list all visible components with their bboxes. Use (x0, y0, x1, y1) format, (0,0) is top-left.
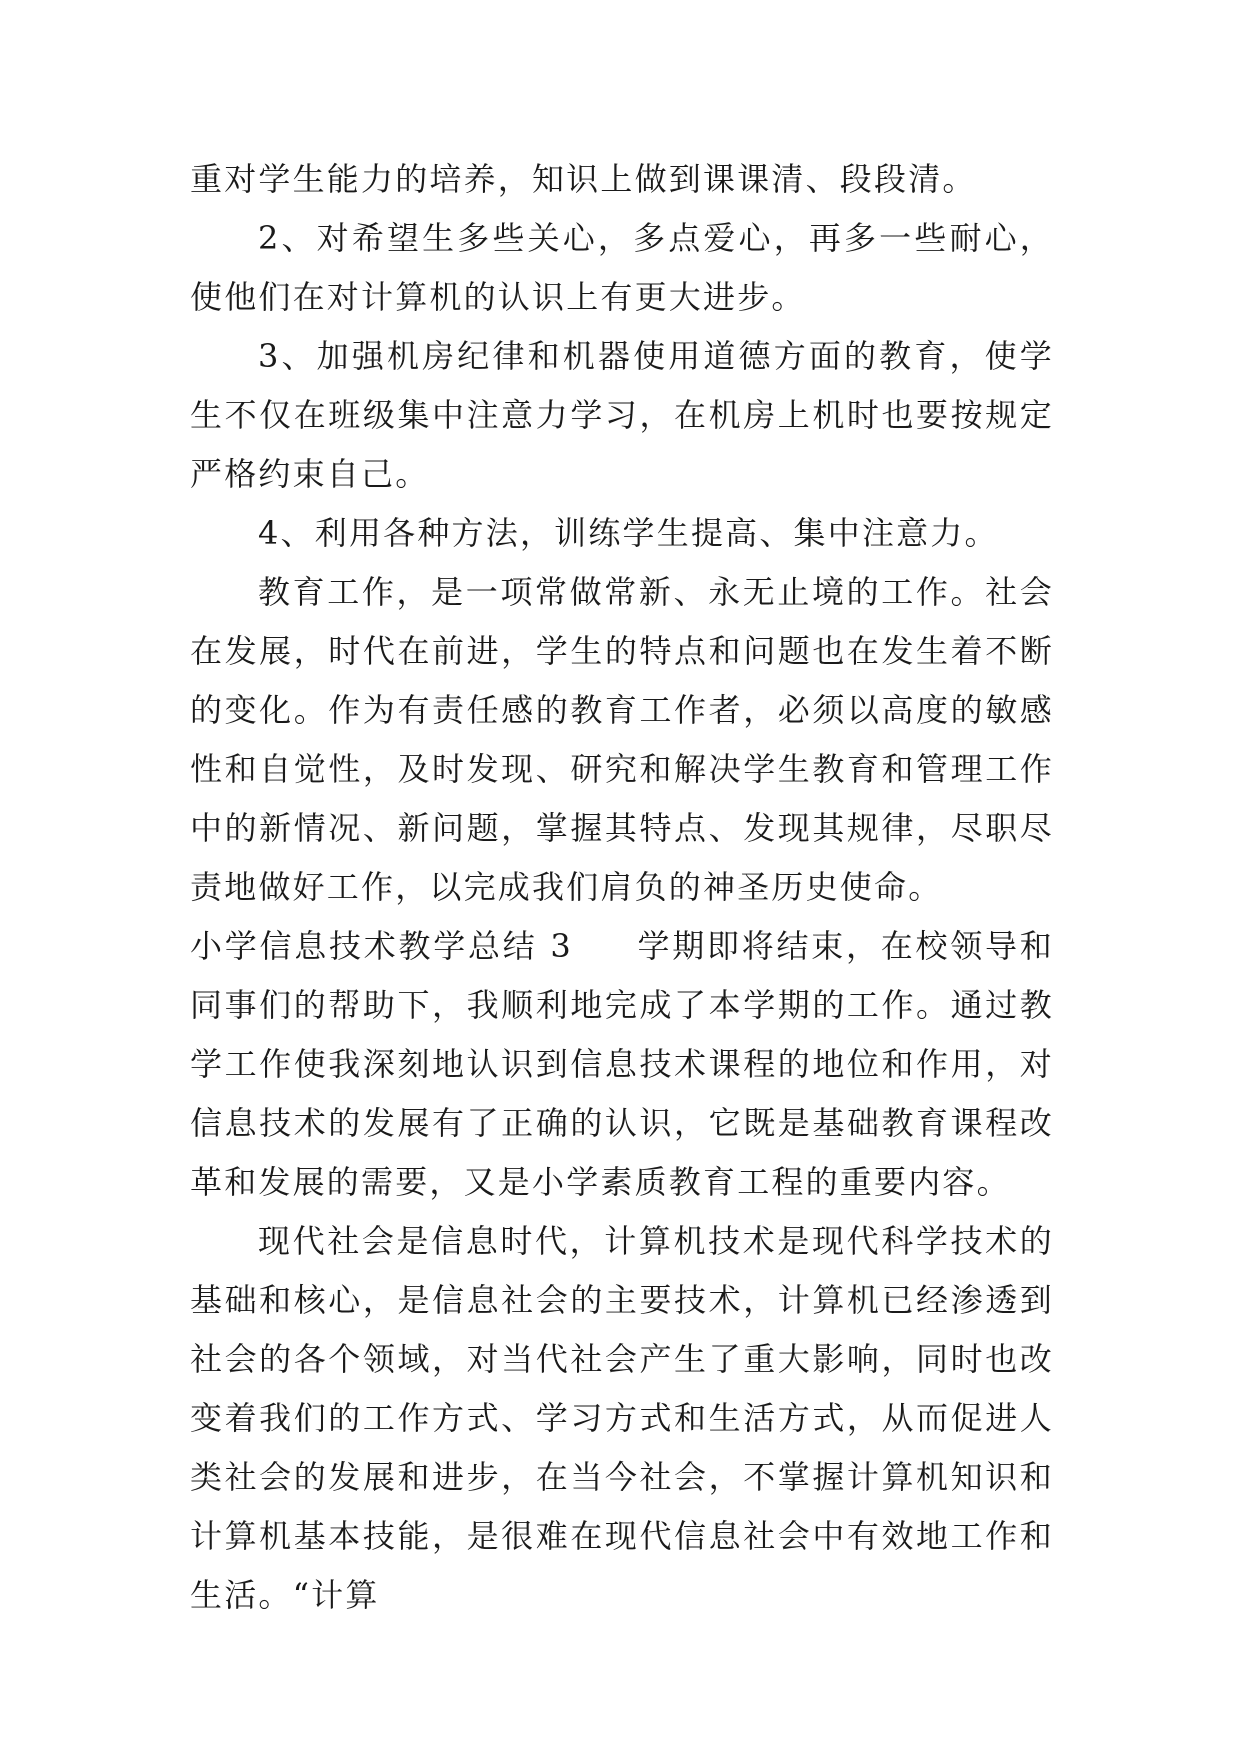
paragraph: 教育工作，是一项常做常新、永无止境的工作。社会在发展，时代在前进，学生的特点和问题也在发生着不断的变化。作为有责任感的教育工作者，必须以高度的敏感性和自觉性，及时发现、研究和解决学生教育和管理工作中的新情况、新问题，掌握其特点、发现其规律，尽职尽责地做好工作，以完成我们肩负的神圣历史使命。 (190, 573, 1054, 906)
section-title: 小学信息技术教学总结 3 (190, 927, 573, 965)
section-paragraph (190, 917, 1054, 1212)
paragraph: 现代社会是信息时代，计算机技术是现代科学技术的基础和核心，是信息社会的主要技术，计算机已经渗透到社会的各个领域，对当代社会产生了重大影响，同时也改变着我们的工作方式、学习方式和生活方式，从而促进人类社会的发展和进步，在当今社会，不掌握计算机知识和计算机基本技能，是很难在现代信息社会中有效地工作和生活。“计算 (190, 1222, 1054, 1614)
paragraph: 2、对希望生多些关心，多点爱心，再多一些耐心，使他们在对计算机的认识上有更大进步。 (190, 219, 1054, 316)
paragraph: 重对学生能力的培养，知识上做到课课清、段段清。 (190, 160, 977, 198)
paragraph: 3、加强机房纪律和机器使用道德方面的教育，使学生不仅在班级集中注意力学习，在机房上机时也要按规定严格约束自己。 (190, 337, 1054, 493)
document-page (190, 150, 1054, 1625)
paragraph: 4、利用各种方法，训练学生提高、集中注意力。 (258, 514, 999, 552)
section-intro: 学期即将结束，在校领导和同事们的帮助下，我顺利地完成了本学期的工作。通过教学工作使我深刻地认识到信息技术课程的地位和作用，对信息技术的发展有了正确的认识，它既是基础教育课程改革和发展的需要，又是小学素质教育工程的重要内容。 (190, 927, 1055, 1201)
